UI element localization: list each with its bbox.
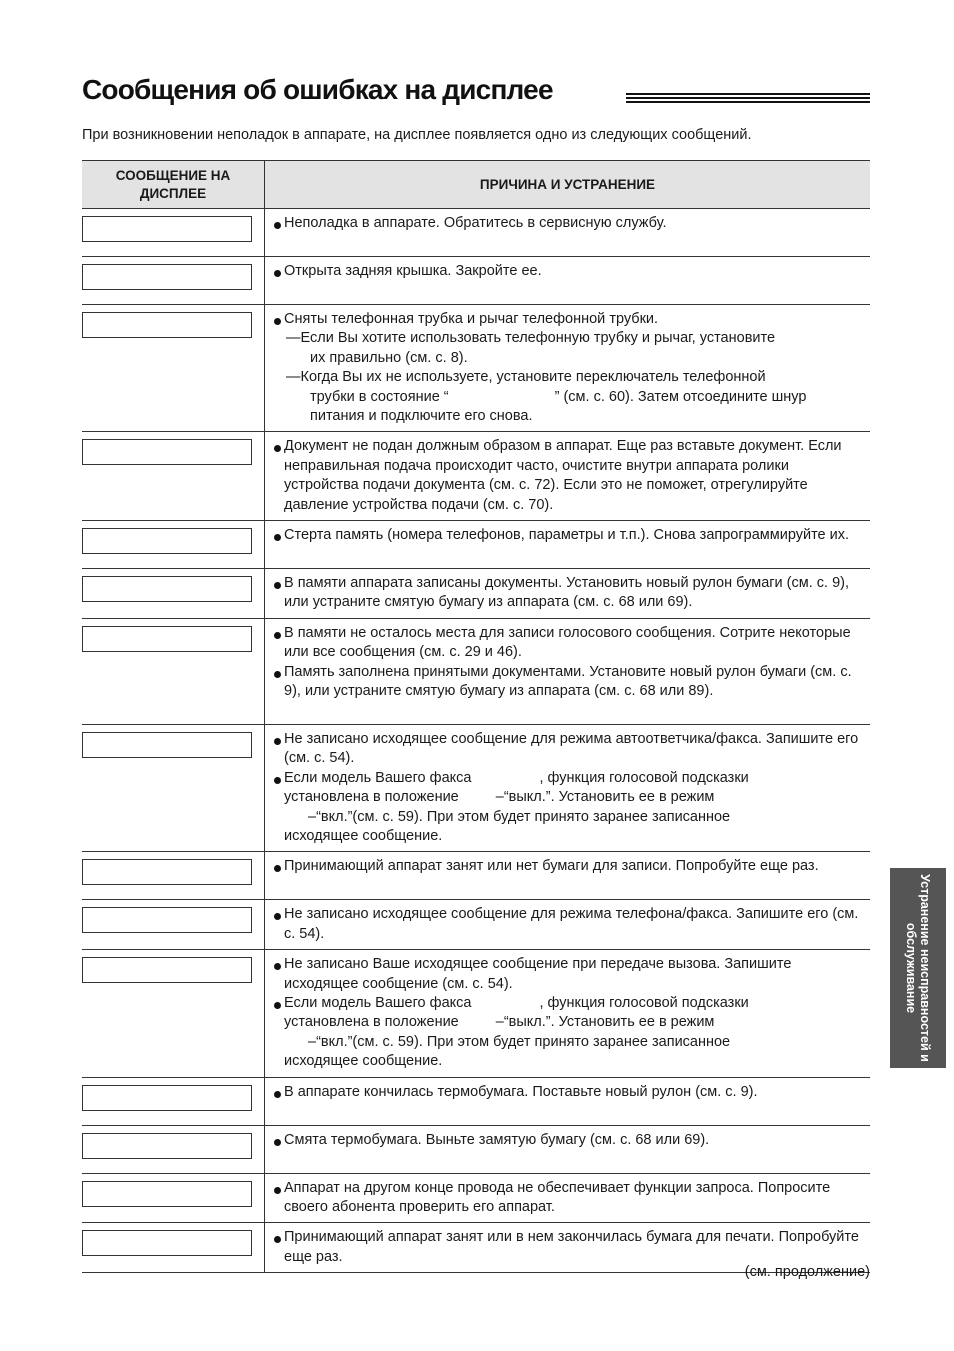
display-message-box xyxy=(82,576,252,602)
display-message-box xyxy=(82,1085,252,1111)
table-row xyxy=(82,209,870,257)
cause-paragraph: В памяти аппарата записаны документы. Установить новый рулон бумаги (см. с. 9), или устраните смятую бумагу из аппарата (см. с. 68 или 69). xyxy=(274,574,866,613)
cause-paragraph: Если модель Вашего факса , функция голосовой подсказки установлена в положение –“выкл.”. Установить ее в режим –“вкл.”(см. с. 59). При этом будет принято заранее записанное исходящее сообщение. xyxy=(274,769,866,847)
table-row xyxy=(82,724,870,851)
intro-text: При возникновении неполадок в аппарате, на дисплее появляется одно из следующих сообщений. xyxy=(82,127,752,143)
table-row xyxy=(82,521,870,569)
bullet-icon xyxy=(274,1236,281,1243)
display-message-box xyxy=(82,264,252,290)
display-message-box xyxy=(82,216,252,242)
table-row xyxy=(82,569,870,619)
display-message-box xyxy=(82,1133,252,1159)
cause-paragraph: Сняты телефонная трубка и рычаг телефонной трубки. xyxy=(274,310,866,329)
display-message-box xyxy=(82,439,252,465)
header-cause: ПРИЧИНА И УСТРАНЕНИЕ xyxy=(265,161,871,209)
display-message-box xyxy=(82,312,252,338)
bullet-icon xyxy=(274,738,281,745)
table-row xyxy=(82,950,870,1077)
table-row xyxy=(82,852,870,900)
display-message-box xyxy=(82,859,252,885)
dash-item: —Когда Вы их не используете, установите переключатель телефонной трубки в состояние “ ” (см. с. 60). Затем отсоедините шнур питания и подключите его снова. xyxy=(286,369,807,425)
display-message-box xyxy=(82,732,252,758)
title-rule xyxy=(626,93,870,103)
bullet-icon xyxy=(274,913,281,920)
bullet-icon xyxy=(274,963,281,970)
cause-paragraph: В памяти не осталось места для записи голосового сообщения. Сотрите некоторые или все сообщения (см. с. 29 и 46). xyxy=(274,624,866,663)
cause-paragraph: Память заполнена принятыми документами. Установите новый рулон бумаги (см. с. 9), или устраните смятую бумагу из аппарата (см. с. 68 или 89). xyxy=(274,663,866,702)
cause-paragraph: Не записано Ваше исходящее сообщение при передаче вызова. Запишите исходящее сообщение (см. с. 54). xyxy=(274,955,866,994)
bullet-icon xyxy=(274,445,281,452)
cause-paragraph: Неполадка в аппарате. Обратитесь в сервисную службу. xyxy=(274,214,866,233)
cause-paragraph: Не записано исходящее сообщение для режима автоответчика/факса. Запишите его (см. с. 54). xyxy=(274,730,866,769)
cause-paragraph: Смята термобумага. Выньте замятую бумагу (см. с. 68 или 69). xyxy=(274,1131,866,1150)
display-message-box xyxy=(82,626,252,652)
table-row xyxy=(82,1173,870,1223)
dash-item: —Если Вы хотите использовать телефонную трубку и рычаг, установите их правильно (см. с. 8). xyxy=(286,330,776,366)
display-message-box xyxy=(82,1181,252,1207)
bullet-icon xyxy=(274,1139,281,1146)
bullet-icon xyxy=(274,777,281,784)
display-message-box xyxy=(82,528,252,554)
page-title: Сообщения об ошибках на дисплее xyxy=(82,74,553,105)
bullet-icon xyxy=(274,222,281,229)
bullet-icon xyxy=(274,865,281,872)
display-message-box xyxy=(82,907,252,933)
bullet-icon xyxy=(274,1002,281,1009)
table-row xyxy=(82,432,870,521)
continuation-note: (см. продолжение) xyxy=(744,1264,870,1280)
table-row xyxy=(82,900,870,950)
bullet-icon xyxy=(274,632,281,639)
bullet-icon xyxy=(274,534,281,541)
table-header-row xyxy=(82,161,870,209)
bullet-icon xyxy=(274,270,281,277)
table-row xyxy=(82,1077,870,1125)
error-messages-table xyxy=(82,160,870,1273)
table-row xyxy=(82,257,870,305)
cause-paragraph: Документ не подан должным образом в аппарат. Еще раз вставьте документ. Если неправильная подача происходит часто, очистите внутри аппарата ролики устройства подачи документа (см. с. 72). Если это не поможет, отрегулируйте давление устройства подачи (см. с. 70). xyxy=(274,437,866,515)
bullet-icon xyxy=(274,1187,281,1194)
cause-paragraph: Если модель Вашего факса , функция голосовой подсказки установлена в положение –“выкл.”. Установить ее в режим –“вкл.”(см. с. 59). При этом будет принято заранее записанное исходящее сообщение. xyxy=(274,994,866,1072)
cause-paragraph: Открыта задняя крышка. Закройте ее. xyxy=(274,262,866,281)
bullet-icon xyxy=(274,1091,281,1098)
table-row xyxy=(82,1125,870,1173)
cause-paragraph: Аппарат на другом конце провода не обеспечивает функции запроса. Попросите своего абонента проверить его аппарат. xyxy=(274,1179,866,1218)
section-side-tab: Устранение неисправностей и обслуживание xyxy=(890,868,946,1068)
display-message-box xyxy=(82,1230,252,1256)
table-row xyxy=(82,305,870,432)
cause-paragraph: Принимающий аппарат занят или в нем закончилась бумага для печати. Попробуйте еще раз. xyxy=(274,1228,866,1267)
cause-paragraph: Принимающий аппарат занят или нет бумаги для записи. Попробуйте еще раз. xyxy=(274,857,866,876)
header-display: СООБЩЕНИЕ НА ДИСПЛЕЕ xyxy=(82,161,265,209)
display-message-box xyxy=(82,957,252,983)
cause-paragraph: Стерта память (номера телефонов, параметры и т.п.). Снова запрограммируйте их. xyxy=(274,526,866,545)
bullet-icon xyxy=(274,671,281,678)
table-row xyxy=(82,618,870,724)
cause-paragraph: В аппарате кончилась термобумага. Поставьте новый рулон (см. с. 9). xyxy=(274,1083,866,1102)
bullet-icon xyxy=(274,318,281,325)
cause-paragraph: Не записано исходящее сообщение для режима телефона/факса. Запишите его (см. с. 54). xyxy=(274,905,866,944)
bullet-icon xyxy=(274,582,281,589)
